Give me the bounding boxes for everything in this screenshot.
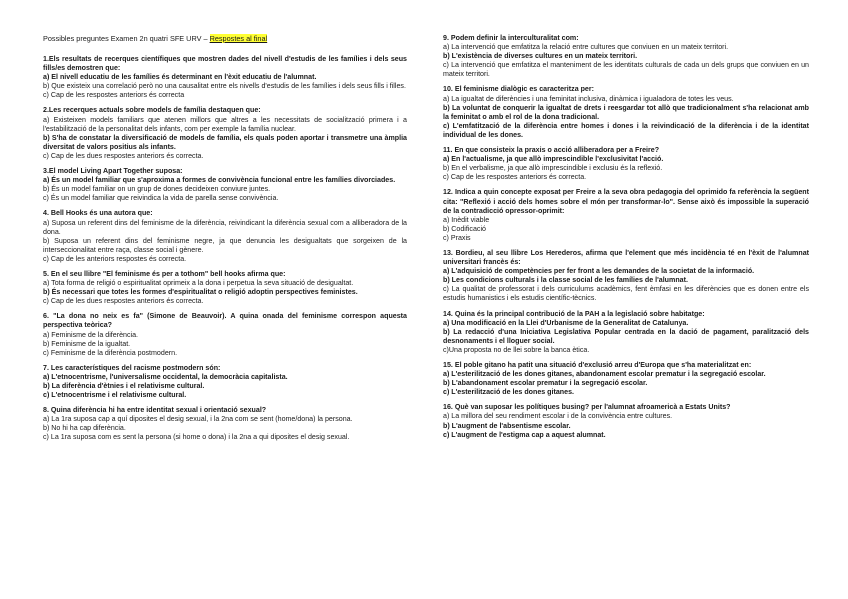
answer-option: a) Existeixen models familiars que atenen millors que altres a les necessitats de socialització primera i a l'estabilització de la personalitat dels infants, com per exemple la família nuclear. bbox=[43, 115, 407, 133]
answer-option: c) Praxis bbox=[443, 233, 471, 242]
answer-option: a) La 1ra suposa cap a quí diposites el desig sexual, i la 2na com se sent (home/dona) la persona. bbox=[43, 415, 353, 424]
answer-option: a) Feminisme de la diferència. bbox=[43, 330, 139, 339]
answer-option: b) L'existència de diverses cultures en un mateix territori. bbox=[443, 52, 638, 61]
answer-option: a) Una modificació en la Llei d'Urbanisme de la Generalitat de Catalunya. bbox=[443, 318, 689, 327]
left-column bbox=[43, 34, 407, 449]
answer-option: b) Feminisme de la igualtat. bbox=[43, 339, 131, 348]
question-text: 15. El poble gitano ha patit una situació d'exclusió arreu d'Europa que s'ha materialitzat en: bbox=[443, 361, 752, 369]
answer-option: c) Cap de les respostes anteriors és correcta. bbox=[443, 173, 587, 182]
question-text: 6. "La dona no neix es fa" (Simone de Beauvoir). A quina onada del feminisme correspon aquesta perspectiva teòrica? bbox=[43, 312, 407, 330]
question-text: 9. Podem definir la interculturalitat com: bbox=[443, 34, 579, 42]
question-text: 2.Les recerques actuals sobre models de família destaquen que: bbox=[43, 106, 261, 115]
answer-option: c) L'emfatització de la diferència entre homes i dones i la reivindicació de la diferència i de la identitat individual de les dones. bbox=[443, 121, 809, 139]
question-text: 13. Bordieu, al seu llibre Los Herederos, afirma que l'element que més incidència té en l'èxit de l'alumnat universitari francès és: bbox=[443, 248, 809, 267]
question-text: 11. En que consisteix la praxis o acció alliberadora per a Freire? bbox=[443, 146, 660, 155]
question-text: 16. Què van suposar les polítiques busing? per l'alumnat afroamericà a Estats Units? bbox=[443, 403, 731, 412]
question-block bbox=[443, 361, 809, 397]
right-column bbox=[443, 34, 809, 446]
answer-option: b) No hi ha cap diferència. bbox=[43, 424, 126, 433]
answer-option: b) La diferència d'ètnies i el relativisme cultural. bbox=[43, 382, 205, 390]
question-block bbox=[443, 188, 809, 243]
answer-option: c) Cap de les dues respostes anteriors és correcta. bbox=[43, 297, 204, 306]
answer-option: a) En l'actualisme, ja que allò imprescindible l'exclusivitat l'acció. bbox=[443, 155, 664, 164]
header-title: Possibles preguntes Examen 2n quatri SFE URV – bbox=[43, 34, 210, 43]
question-block bbox=[43, 364, 407, 400]
question-block bbox=[43, 55, 407, 100]
answer-option: c) L'esterilització de les dones gitanes. bbox=[443, 388, 574, 397]
question-block bbox=[443, 146, 809, 182]
question-block bbox=[443, 34, 809, 79]
answer-option: a) La igualtat de diferències i una feminitat inclusiva, dinàmica i igualadora de totes les veus. bbox=[443, 94, 734, 103]
answer-option: c) La 1ra suposa com es sent la persona (si home o dona) i la 2na a qui diposites el desig sexual. bbox=[43, 433, 350, 442]
question-block bbox=[43, 167, 407, 203]
question-block bbox=[43, 209, 407, 264]
answer-option: a) Tota forma de religió o espiritualitat oprimeix a la dona i perpetua la seva situació de desigualtat. bbox=[43, 279, 354, 288]
answer-option: c) Feminisme de la diferència postmodern. bbox=[43, 348, 178, 357]
answer-option: b) S'ha de constatar la diversificació de models de família, els quals poden aportar i transmetre una àmplia diversitat de valors positius als infants. bbox=[43, 133, 407, 151]
question-text: 7. Les característiques del racisme postmodern són: bbox=[43, 363, 221, 372]
question-block bbox=[443, 85, 809, 140]
question-text: 3.El model Living Apart Together suposa: bbox=[43, 167, 183, 176]
answer-option: c) És un model familiar que reivindica la vida de parella sense convivència. bbox=[43, 194, 279, 203]
answer-option: c) L'augment de l'estigma cap a aquest alumnat. bbox=[443, 430, 606, 439]
question-block bbox=[443, 310, 809, 355]
answer-option: a) La intervenció que emfatitza la relació entre cultures que conviuen en un mateix territori. bbox=[443, 43, 729, 52]
answer-option: c)Una proposta no de llei sobre la banca ètica. bbox=[443, 345, 590, 354]
answer-option: c) Cap de les respostes anteriors és correcta bbox=[43, 91, 185, 100]
answer-option: b) L'abandonament escolar prematur i la segregació escolar. bbox=[443, 379, 648, 388]
answer-option: a) Inèdit viable bbox=[443, 215, 490, 224]
answer-option: c) La qualitat de professorat i dels curriculums acadèmics, fent èmfasi en les diferències que es donen entre els estudis humanistics i els estudis científic-tècnics. bbox=[443, 285, 809, 303]
question-text: 12. Indica a quin concepte exposat per Freire a la seva obra pedagogia del oprimido fa referència la següent cita: "Reflexió i acció dels homes sobre el món per transformar-lo". Sense això és impossible la superació de la contradicció opressor-oprimit: bbox=[443, 188, 809, 215]
answer-option: b) Les condicions culturals i la classe social de les famílies de l'alumnat. bbox=[443, 276, 688, 285]
question-text: 10. El feminisme dialògic es caracteritza per: bbox=[443, 85, 595, 94]
answer-option: a) La millora del seu rendiment escolar i de la convivència entre cultures. bbox=[443, 412, 673, 421]
question-block bbox=[43, 270, 407, 306]
answer-option: a) L'adquisició de competències per fer front a les demandes de la societat de la informació. bbox=[443, 267, 755, 276]
answer-option: c) Cap de les anteriors respostes és correcta. bbox=[43, 254, 187, 263]
answer-option: b) Codificació bbox=[443, 224, 486, 233]
question-text: 1.Els resultats de recerques científiques que mostren dades del nivell d'estudis de les famílies i dels seus fills/es demostren que: bbox=[43, 55, 407, 73]
answer-option: b) És un model familiar on un grup de dones decideixen conviure juntes. bbox=[43, 185, 271, 194]
answer-option: a) És un model familiar que s'aproxima a formes de convivència funcional entre les famílies divorciades. bbox=[43, 176, 396, 185]
question-text: 14. Quina és la principal contribució de la PAH a la legislació sobre habitatge: bbox=[443, 309, 705, 318]
question-block bbox=[43, 406, 407, 442]
answer-option: b) La redacció d'una Iniciativa Legislativa Popular centrada en la dació de pagament, paralització dels desnonaments i el lloguer social. bbox=[443, 327, 809, 345]
answer-option: a) Suposa un referent dins del feminisme de la diferència, reivindicant la diferència sexual com a alliberadora de la dona. bbox=[43, 218, 407, 236]
answer-option: b) Suposa un referent dins del feminisme negre, ja que denuncia les desigualtats que sorgeixen de la interseccionalitat entre raça, classe social i gènere. bbox=[43, 236, 407, 254]
question-block bbox=[43, 106, 407, 161]
answer-option: b) És necessari que totes les formes d'espiritualitat o religió adoptin perspectives feministes. bbox=[43, 288, 358, 297]
answer-option: c) La intervenció que emfatitza el manteniment de les identitats culturals de cada un dels grups que conviuen en un mateix territori. bbox=[443, 61, 809, 79]
question-block bbox=[443, 403, 809, 439]
document-header bbox=[43, 34, 407, 44]
answer-option: c) Cap de les dues respostes anteriors és correcta. bbox=[43, 151, 204, 160]
answer-option: b) L'augment de l'absentisme escolar. bbox=[443, 421, 571, 430]
answer-option: b) Que existeix una correlació però no una causalitat entre els nivells d'estudis de les famílies i dels seus fills i filles. bbox=[43, 82, 406, 91]
answer-option: a) L'esterilització de les dones gitanes, abandonament escolar prematur i la segregació escolar. bbox=[443, 370, 766, 379]
answer-option: a) El nivell educatiu de les famílies és determinant en l'èxit educatiu de l'alumnat. bbox=[43, 73, 317, 82]
answer-option: c) L'etnocentrisme i el relativisme cultural. bbox=[43, 391, 187, 400]
question-text: 5. En el seu llibre "El feminisme és per a tothom" bell hooks afirma que: bbox=[43, 269, 286, 278]
answers-link[interactable]: Respostes al final bbox=[209, 34, 268, 43]
question-block bbox=[43, 312, 407, 357]
answer-option: a) L'etnocentrisme, l'universalisme occidental, la democràcia capitalista. bbox=[43, 372, 288, 381]
question-block bbox=[443, 249, 809, 304]
question-text: 4. Bell Hooks és una autora que: bbox=[43, 209, 153, 218]
question-text: 8. Quina diferència hi ha entre identitat sexual i orientació sexual? bbox=[43, 406, 267, 415]
answer-option: b) En el verbalisme, ja que allò imprescindible i exclusiu és la reflexió. bbox=[443, 164, 663, 173]
answer-option: b) La voluntat de conquerir la igualtat de drets i reesgardar tot allò que tradicionalment s'ha relacionat amb la feminitat o amb el rol de la dona tradicional. bbox=[443, 103, 809, 121]
